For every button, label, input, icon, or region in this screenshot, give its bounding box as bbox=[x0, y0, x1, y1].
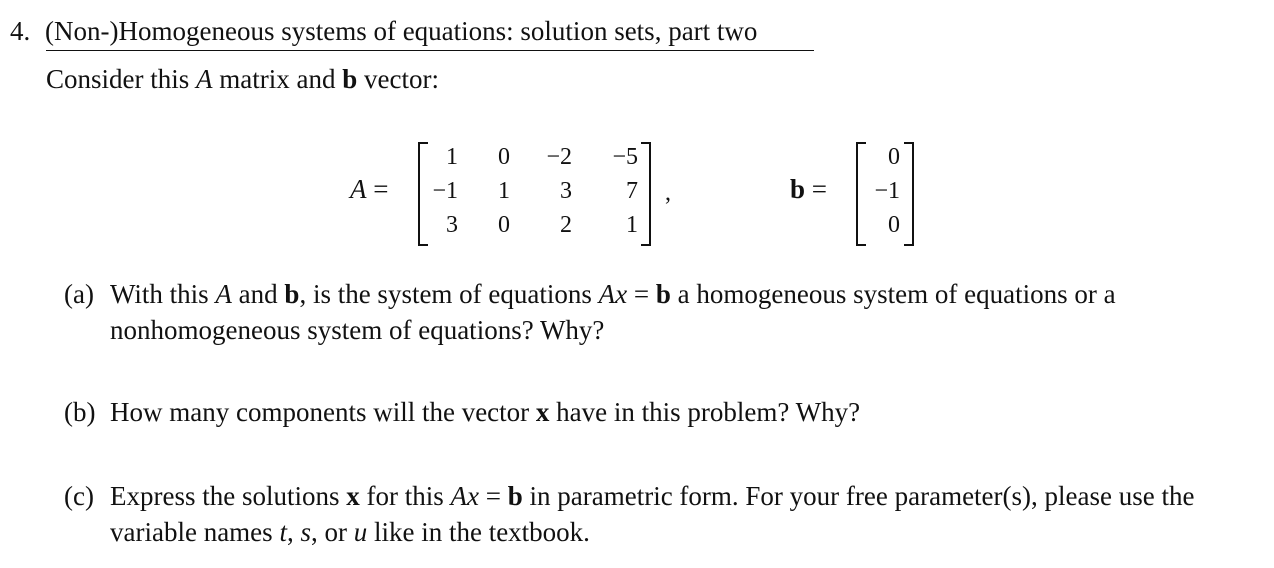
matrix-A-entry: 0 bbox=[498, 144, 510, 170]
matrix-A-right-bracket bbox=[641, 142, 651, 246]
question-c-label: (c) bbox=[64, 481, 94, 511]
qc-equation-rhs: b bbox=[507, 481, 523, 511]
matrix-A-equals: = bbox=[366, 174, 389, 204]
qa-text-2: and bbox=[231, 279, 285, 309]
qa-text-4: a homogeneous system of equations or a nonhomogeneous system of equations? Why? bbox=[110, 279, 1116, 345]
intro-middle: matrix and bbox=[212, 64, 343, 94]
qb-text-2: have in this problem? Why? bbox=[549, 397, 861, 427]
qa-text-3: , is the system of equations bbox=[299, 279, 599, 309]
matrix-A-entry: 1 bbox=[626, 212, 638, 238]
vector-b-label bbox=[790, 172, 827, 206]
qc-param-t: t bbox=[279, 517, 287, 547]
vector-b-entry: −1 bbox=[874, 178, 900, 204]
math-comma: , bbox=[665, 180, 671, 206]
intro-prefix: Consider this bbox=[46, 64, 197, 94]
math-display bbox=[0, 136, 1274, 248]
intro-text bbox=[46, 62, 439, 96]
qc-sep-1: , bbox=[286, 517, 301, 547]
matrix-A-entry: 1 bbox=[446, 144, 458, 170]
qa-equation-lhs: Ax bbox=[598, 279, 628, 309]
qa-text-1: With this bbox=[110, 279, 216, 309]
qc-text-3: in parametric form. For your free parameter(s), please use the variable names bbox=[110, 481, 1195, 547]
heading-underline bbox=[46, 50, 814, 51]
intro-matrix-symbol: A bbox=[196, 64, 213, 94]
vector-b-symbol: b bbox=[790, 174, 806, 204]
problem-number: 4. bbox=[10, 16, 31, 46]
qa-vector-symbol: b bbox=[284, 279, 300, 309]
question-b-label: (b) bbox=[64, 397, 96, 427]
question-c-text bbox=[110, 478, 1250, 550]
qc-vector-symbol: x bbox=[346, 481, 360, 511]
matrix-A-entry: −5 bbox=[612, 144, 638, 170]
matrix-A-entry: 7 bbox=[626, 178, 638, 204]
matrix-A-entry: −1 bbox=[432, 178, 458, 204]
matrix-A-entry: 3 bbox=[560, 178, 572, 204]
qb-text-1: How many components will the vector bbox=[110, 397, 536, 427]
qa-matrix-symbol: A bbox=[215, 279, 232, 309]
qc-sep-2: , or bbox=[310, 517, 354, 547]
question-b bbox=[64, 394, 1244, 434]
matrix-A-label bbox=[350, 172, 388, 206]
vector-b-right-bracket bbox=[904, 142, 914, 246]
vector-b-entry: 0 bbox=[888, 144, 900, 170]
qc-equation-lhs: Ax bbox=[450, 481, 479, 511]
intro-vector-symbol: b bbox=[342, 64, 358, 94]
matrix-A-entry: 3 bbox=[446, 212, 458, 238]
qc-param-u: u bbox=[353, 517, 368, 547]
qc-text-2: for this bbox=[359, 481, 451, 511]
intro-suffix: vector: bbox=[357, 64, 439, 94]
question-a-text bbox=[110, 276, 1250, 348]
matrix-A-entry: −2 bbox=[546, 144, 572, 170]
qa-equation-equals: = bbox=[627, 279, 656, 309]
matrix-A-entry: 0 bbox=[498, 212, 510, 238]
qa-equation-rhs: b bbox=[655, 279, 671, 309]
matrix-A-symbol: A bbox=[350, 174, 367, 204]
qc-text-1: Express the solutions bbox=[110, 481, 347, 511]
vector-b-equals: = bbox=[805, 174, 828, 204]
question-b-text bbox=[110, 394, 1250, 430]
problem-title: (Non-)Homogeneous systems of equations: solution sets, part two bbox=[45, 16, 758, 46]
qc-text-4: like in the textbook. bbox=[367, 517, 590, 547]
qb-vector-symbol: x bbox=[535, 397, 550, 427]
matrix-A-entry: 1 bbox=[498, 178, 510, 204]
problem-heading bbox=[10, 14, 757, 48]
question-a-label: (a) bbox=[64, 279, 94, 309]
qc-equation-equals: = bbox=[478, 481, 508, 511]
vector-b-entry: 0 bbox=[888, 212, 900, 238]
qc-param-s: s bbox=[300, 517, 311, 547]
matrix-A-entry: 2 bbox=[560, 212, 572, 238]
question-a bbox=[64, 276, 1244, 352]
question-c bbox=[64, 478, 1244, 554]
